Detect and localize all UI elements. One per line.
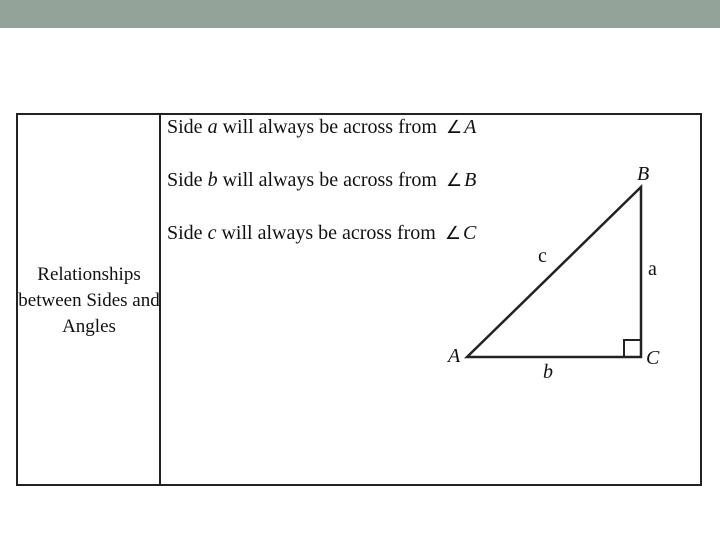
side-label-c: c — [538, 245, 547, 267]
vertex-label-c: C — [646, 347, 660, 369]
angle-icon: ∠ — [445, 170, 463, 190]
triangle-shape — [467, 187, 641, 357]
angle-icon: ∠ — [445, 117, 463, 137]
statement-angle: A — [464, 116, 477, 138]
angle-icon: ∠ — [444, 223, 461, 243]
vertex-label-a: A — [448, 345, 461, 367]
statement-prefix: Side — [167, 222, 208, 244]
statement-angle: B — [464, 169, 477, 191]
statement-prefix: Side — [167, 116, 208, 138]
right-angle-marker — [624, 340, 641, 357]
vertex-label-b: B — [637, 163, 650, 185]
statement-middle: will always be across from — [217, 169, 442, 191]
side-label-b: b — [543, 361, 553, 383]
statement-variable: b — [207, 169, 218, 191]
side-label: Relationships between Sides and Angles — [18, 264, 160, 337]
statement-middle: will always be across from — [216, 222, 441, 244]
statement-middle: will always be across from — [217, 116, 442, 138]
statement-variable: a — [207, 116, 218, 138]
statement-variable: c — [207, 222, 217, 244]
statement-angle: C — [462, 222, 477, 244]
statement-prefix: Side — [167, 169, 208, 191]
side-label-a: a — [648, 258, 657, 280]
